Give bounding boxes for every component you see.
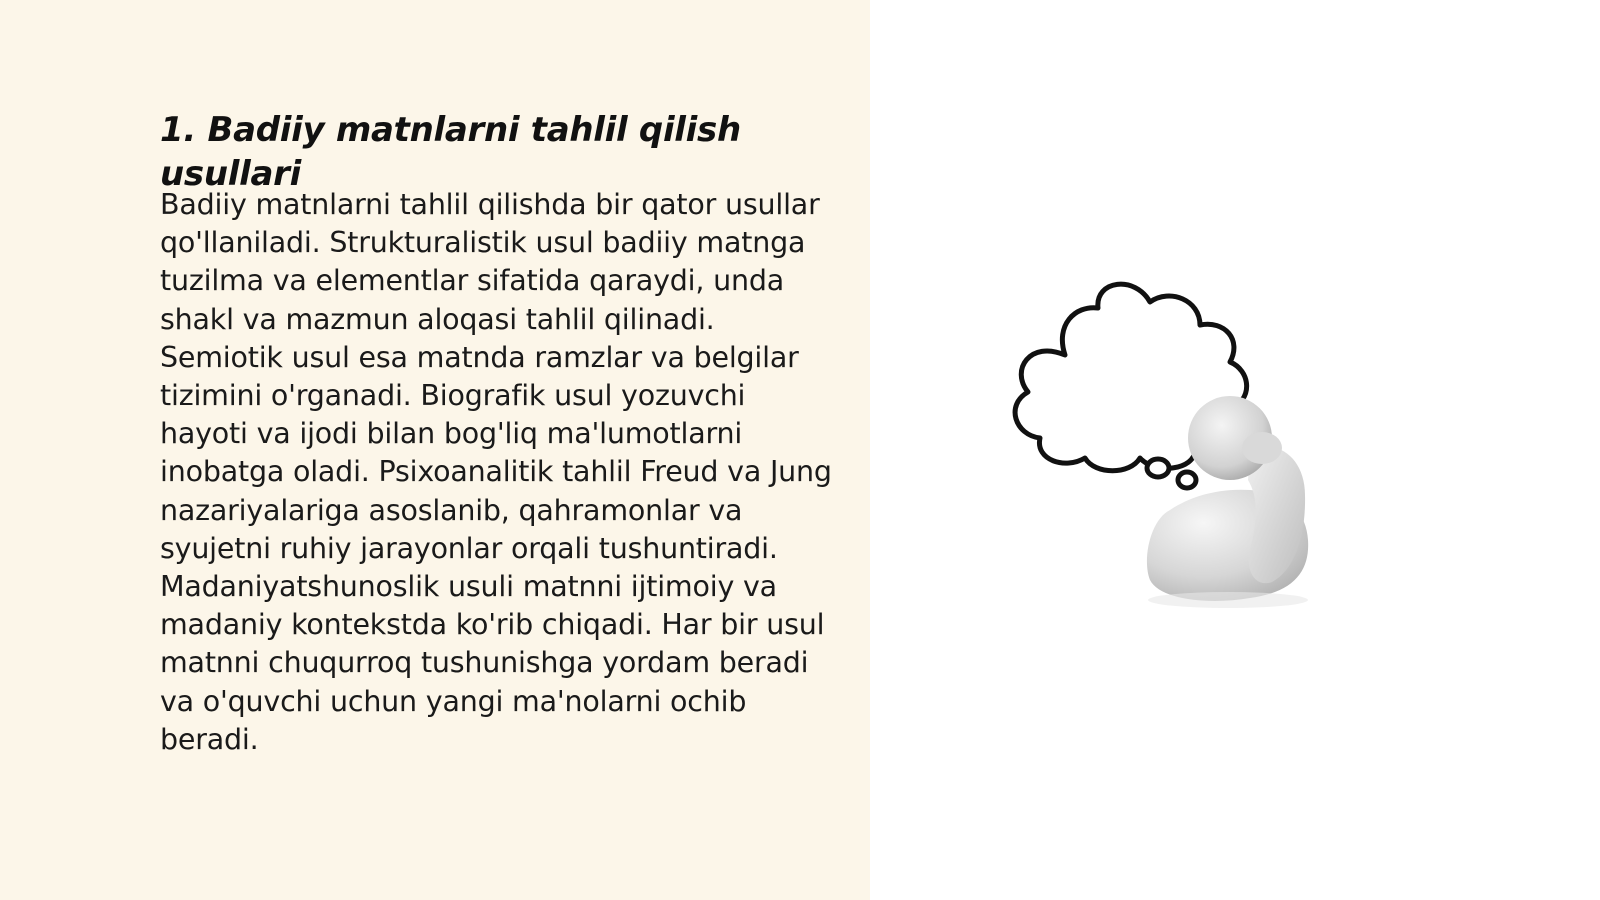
thinking-person-icon (1010, 270, 1370, 630)
slide-body-text: Badiiy matnlarni tahlil qilishda bir qator usullar qo'llaniladi. Strukturalistik usul badiiy matnga tuzilma va elementlar sifatida qaraydi, unda shakl va mazmun aloqasi tahlil qilinadi. Semiotik usul esa matnda ramzlar va belgilar tizimini o'rganadi. Biografik usul yozuvchi hayoti va ijodi bilan bog'liq ma'lumotlarni inobatga oladi. Psixoanalitik tahlil Freud va Jung nazariyalariga asoslanib, qahramonlar va syujetni ruhiy jarayonlar orqali tushuntiradi. Madaniyatshunoslik usuli matnni ijtimoiy va madaniy kontekstda ko'rib chiqadi. Har bir usul matnni chuqurroq tushunishga yordam beradi va o'quvchi uchun yangi ma'nolarni ochib beradi. (160, 188, 832, 756)
slide-title: 1. Badiiy matnlarni tahlil qilish usullari (160, 110, 741, 194)
